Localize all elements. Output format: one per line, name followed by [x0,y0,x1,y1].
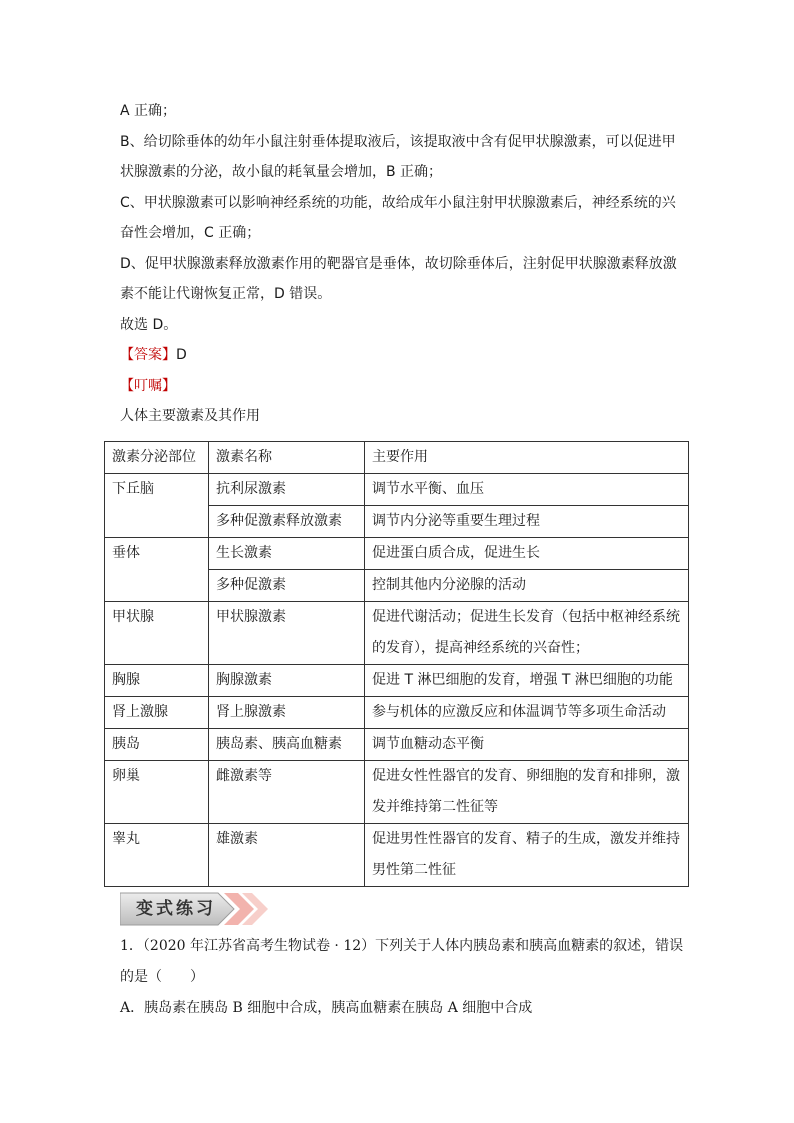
gland-cell: 胰岛 [105,729,209,761]
answer-value: D [176,347,187,363]
tip-label: 【叮嘱】 [120,377,176,394]
effect-cell [365,506,689,538]
effect-cell [365,570,689,602]
table-caption: 人体主要激素及其作用 [120,408,260,424]
hormone-name-cell: 肾上腺激素 [209,697,365,729]
option-a: A．胰岛素在胰岛 B 细胞中合成，胰高血糖素在胰岛 A 细胞中合成 [120,1000,533,1016]
effect-line: 促进蛋白质合成，促进生长 [372,545,540,561]
effect-line: 促进女性性器官的发育、卵细胞的发育和排卵，激 [372,768,680,784]
table-row [105,824,689,887]
table-header-row [105,442,689,474]
hormone-name-cell: 雌激素等 [209,761,365,824]
analysis-line: 状腺激素的分泌，故小鼠的耗氧量会增加，B 正确； [120,164,443,180]
effect-line: 促进 T 淋巴细胞的发育，增强 T 淋巴细胞的功能 [372,672,673,688]
answer-label: 【答案】 [120,347,176,363]
conclusion-text: 故选 D。 [120,316,178,333]
question-line: 1．（2020 年江苏省高考生物试卷 · 12）下列关于人体内胰岛素和胰高血糖素的叙述，错误 [120,938,684,954]
gland-cell: 垂体 [105,538,209,602]
header-gland: 激素分泌部位 [105,442,209,474]
hormone-name-cell: 多种促激素 [209,570,365,602]
effect-cell [365,761,689,824]
answer-line [120,340,690,371]
analysis-lines [120,96,690,310]
hormone-name-cell: 胸腺激素 [209,665,365,697]
banner-title: 变式练习 [136,899,216,919]
question-lines [120,931,690,993]
effect-line: 促进代谢活动；促进生长发育（包括中枢神经系统 [372,609,680,625]
table-row [105,761,689,824]
effect-line: 调节内分泌等重要生理过程 [372,513,540,529]
gland-cell: 卵巢 [105,761,209,824]
analysis-line: 奋性会增加，C 正确； [120,225,261,241]
hormone-name-cell: 抗利尿激素 [209,474,365,506]
hormone-name-cell: 多种促激素释放激素 [209,506,365,538]
gland-cell: 胸腺 [105,665,209,697]
table-row [105,602,689,665]
effect-line: 参与机体的应激反应和体温调节等多项生命活动 [372,704,666,720]
exercise-banner [120,892,270,926]
effect-line: 男性第二性征 [372,862,456,878]
gland-cell: 睾丸 [105,824,209,887]
effect-line: 调节血糖动态平衡 [372,736,484,752]
table-row [105,729,689,761]
effect-line: 控制其他内分泌腺的活动 [372,577,526,593]
effect-cell [365,665,689,697]
hormone-name-cell: 雄激素 [209,824,365,887]
effect-line: 促进男性性器官的发育、精子的生成，激发并维持 [372,831,680,847]
question-line: 的是（ ） [120,969,204,985]
table-row [105,665,689,697]
effect-line: 的发育），提高神经系统的兴奋性； [372,640,589,656]
effect-line: 调节水平衡、血压 [372,481,484,497]
analysis-line: 素不能让代谢恢复正常，D 错误。 [120,286,332,302]
hormone-table [104,441,689,887]
gland-cell: 甲状腺 [105,602,209,665]
exercise-question [120,931,690,1024]
effect-cell [365,602,689,665]
analysis-line: D、促甲状腺激素释放激素作用的靶器官是垂体，故切除垂体后，注射促甲状腺激素释放激 [120,255,677,272]
analysis-section [120,96,690,432]
effect-cell [365,729,689,761]
table-row [105,697,689,729]
analysis-line: C、甲状腺激素可以影响神经系统的功能，故给成年小鼠注射甲状腺激素后，神经系统的兴 [120,194,676,211]
hormone-table-body [105,442,689,887]
hormone-name-cell: 甲状腺激素 [209,602,365,665]
table-row [105,474,689,506]
analysis-line: A 正确； [120,103,177,119]
table-row [105,538,689,570]
header-effect: 主要作用 [365,442,689,474]
effect-line: 发并维持第二性征等 [372,799,498,815]
header-hormone: 激素名称 [209,442,365,474]
effect-cell [365,697,689,729]
hormone-name-cell: 生长激素 [209,538,365,570]
analysis-line: B、给切除垂体的幼年小鼠注射垂体提取液后，该提取液中含有促甲状腺激素，可以促进甲 [120,133,676,150]
effect-cell [365,474,689,506]
gland-cell: 下丘脑 [105,474,209,538]
hormone-name-cell: 胰岛素、胰高血糖素 [209,729,365,761]
gland-cell: 肾上激腺 [105,697,209,729]
effect-cell [365,538,689,570]
effect-cell [365,824,689,887]
